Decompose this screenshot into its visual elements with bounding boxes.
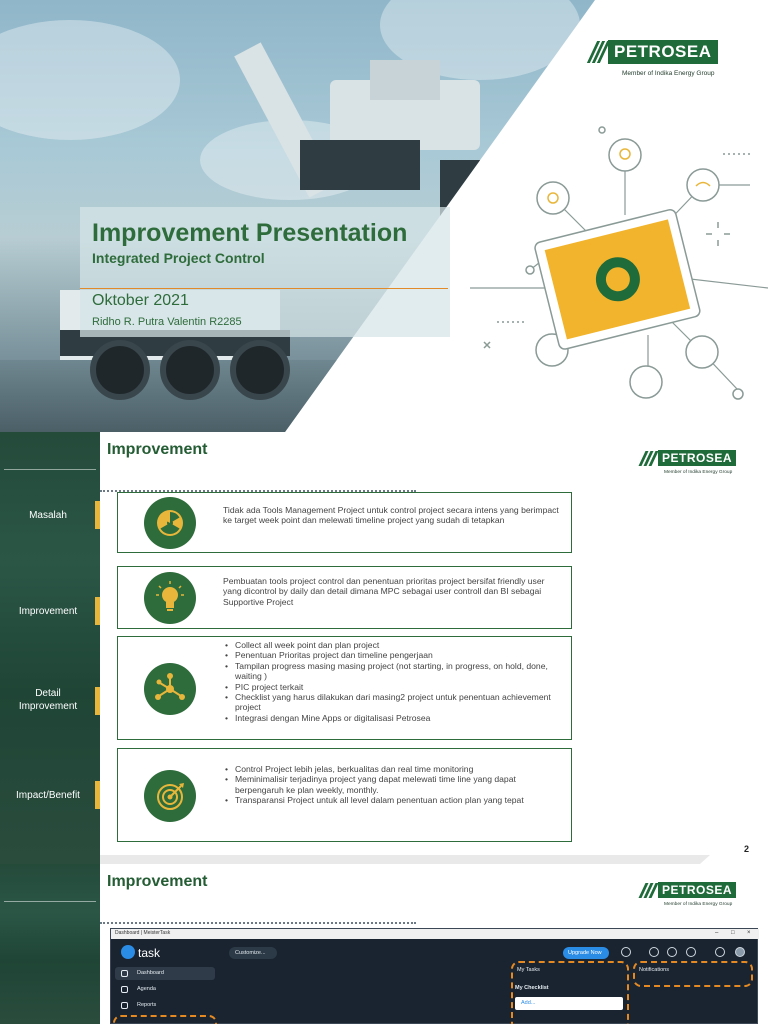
- app-logo-icon: [121, 945, 135, 959]
- list-item: • Collect all week point dan plan project: [223, 640, 559, 650]
- sidebar-item-impact: Impact/Benefit: [16, 790, 80, 801]
- list-item: • Checklist yang harus dilakukan dari masing2 project untuk penentuan achievement project: [223, 692, 559, 713]
- list-item: • Integrasi dengan Mine Apps or digitalisasi Petrosea: [223, 713, 559, 723]
- bell-icon[interactable]: [686, 947, 696, 957]
- improvement-box: [117, 566, 572, 629]
- divider: [80, 288, 448, 289]
- list-item: • Tampilan progress masing masing project (not starting, in progress, on hold, done, waiting ): [223, 661, 559, 682]
- status-icon[interactable]: [667, 947, 677, 957]
- upgrade-button[interactable]: Upgrade Now: [563, 947, 609, 959]
- slide-title: Improvement: [107, 873, 208, 890]
- presentation-author: Ridho R. Putra Valentin R2285: [92, 316, 242, 328]
- masalah-text: Tidak ada Tools Management Project untuk control project secara intens yang berimpact ke target week point dan melewati timeline project yang sudah di tetapkan: [223, 505, 559, 526]
- sidebar: [0, 864, 100, 1024]
- home-icon: [121, 970, 128, 977]
- improvement-slide: [0, 432, 768, 864]
- nav-dashboard[interactable]: Dashboard: [115, 967, 215, 980]
- add-checklist-input[interactable]: Add...: [515, 997, 623, 1010]
- presentation-subtitle: Integrated Project Control: [92, 250, 265, 266]
- list-item: • Control Project lebih jelas, berkualitas dan real time monitoring: [223, 764, 559, 774]
- avatar[interactable]: [735, 947, 745, 957]
- detail-list: [223, 640, 559, 723]
- close-icon[interactable]: ×: [747, 930, 751, 936]
- nav-agenda[interactable]: Agenda: [115, 983, 215, 996]
- sidebar-item-improvement: Improvement: [18, 606, 78, 617]
- presentation-date: Oktober 2021: [92, 292, 189, 309]
- target-icon: [144, 770, 196, 822]
- masalah-box: [117, 492, 572, 553]
- logo-tagline: Member of Indika Energy Group: [664, 470, 733, 475]
- petrosea-logo: PETROSEA: [592, 40, 718, 64]
- timer-icon[interactable]: [649, 947, 659, 957]
- improvement-text: Pembuatan tools project control dan penentuan prioritas project bersifat friendly user yang dicontrol by daily dan detail dimana MPC sebagai user controll dan BI sebagai Supportive Project: [223, 576, 545, 607]
- technology-illustration: [470, 110, 768, 410]
- detail-box: [117, 636, 572, 740]
- slide-footer-band: [100, 855, 768, 864]
- search-icon[interactable]: [715, 947, 725, 957]
- customize-button[interactable]: Customize...: [229, 947, 277, 959]
- radiation-icon: [144, 497, 196, 549]
- slide-title: Improvement: [107, 441, 208, 458]
- sidebar-divider: [4, 469, 96, 470]
- my-tasks-header[interactable]: My Tasks: [517, 967, 540, 973]
- sidebar-item-detail: Detail Improvement: [18, 688, 78, 712]
- list-item: • Meminimalisir terjadinya project yang dapat melewati time line yang dapat berpengaruh ke plan weekly, monthly.: [223, 774, 559, 795]
- notifications-header[interactable]: Notifications: [639, 967, 669, 973]
- dotted-rule: [100, 922, 416, 924]
- meistertask-screenshot: [110, 928, 758, 1024]
- reports-icon: [121, 1002, 128, 1009]
- impact-box: [117, 748, 572, 842]
- title-slide: [0, 0, 768, 432]
- add-icon[interactable]: [621, 947, 631, 957]
- my-checklist-header: My Checklist: [515, 985, 549, 991]
- presentation-title: Improvement Presentation: [92, 219, 408, 247]
- petrosea-logo: PETROSEA: [642, 450, 736, 466]
- sidebar-marker: [95, 501, 100, 529]
- sidebar-divider: [4, 901, 96, 902]
- page-number: 2: [744, 844, 750, 854]
- window-titlebar: [111, 929, 759, 939]
- highlight-notifications: [633, 961, 753, 987]
- sidebar-marker: [95, 687, 100, 715]
- list-item: • PIC project terkait: [223, 682, 559, 692]
- list-item: • Transparansi Project untuk all level dalam penentuan action plan yang tepat: [223, 795, 559, 805]
- impact-list: [223, 764, 559, 806]
- maximize-icon[interactable]: □: [731, 930, 735, 936]
- list-item: • Penentuan Prioritas project dan timeline pengerjaan: [223, 650, 559, 660]
- highlight-sidebar: [113, 1015, 217, 1024]
- petrosea-logo: PETROSEA: [642, 882, 736, 898]
- sidebar-item-masalah: Masalah: [29, 510, 67, 521]
- sidebar-marker: [95, 781, 100, 809]
- improvement-slide-app: [0, 864, 768, 1024]
- network-icon: [144, 663, 196, 715]
- agenda-icon: [121, 986, 128, 993]
- sidebar-marker: [95, 597, 100, 625]
- nav-reports[interactable]: Reports: [115, 999, 215, 1012]
- logo-tagline: Member of Indika Energy Group: [622, 70, 715, 77]
- logo-tagline: Member of Indika Energy Group: [664, 902, 733, 907]
- lightbulb-icon: [144, 572, 196, 624]
- minimize-icon[interactable]: –: [715, 930, 719, 936]
- window-title: Dashboard | MeisterTask: [115, 930, 171, 936]
- app-brand: task: [138, 946, 161, 960]
